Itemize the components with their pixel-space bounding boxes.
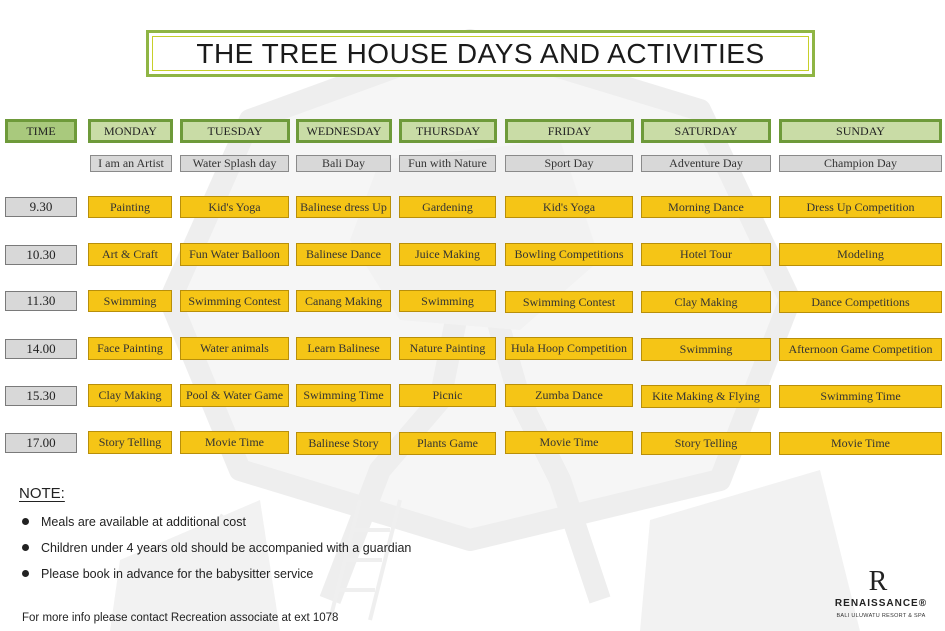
note-item: [22, 567, 313, 581]
time-slot-0930: [5, 197, 77, 217]
activity-label: Modeling: [837, 247, 884, 261]
activity-label: Canang Making: [305, 293, 382, 308]
activity-label: Water animals: [200, 341, 269, 355]
day-header-tuesday: [180, 119, 290, 143]
activity-label: Balinese dress Up: [300, 199, 387, 214]
activity-cell: [296, 337, 391, 360]
theme-label: Adventure Day: [669, 156, 743, 170]
activity-label: Swimming Time: [820, 389, 901, 403]
bullet-icon: [22, 570, 29, 577]
day-label: WEDNESDAY: [306, 123, 382, 138]
day-header-friday: [505, 119, 634, 143]
activity-cell: [180, 243, 289, 266]
activity-cell: [779, 196, 942, 218]
time-label: 10.30: [26, 247, 56, 262]
activity-label: Plants Game: [417, 436, 478, 450]
activity-cell: [641, 243, 771, 266]
bullet-icon: [22, 544, 29, 551]
activity-cell: [505, 431, 633, 454]
activity-label: Gardening: [422, 199, 473, 214]
time-label: 14.00: [26, 341, 56, 356]
page-title: THE TREE HOUSE DAYS AND ACTIVITIES: [196, 37, 765, 69]
day-header-wednesday: [296, 119, 392, 143]
activity-label: Pool & Water Game: [185, 388, 284, 402]
activity-label: Morning Dance: [668, 199, 744, 214]
day-label: MONDAY: [104, 123, 157, 138]
activity-cell: [779, 291, 942, 313]
activity-cell: [399, 196, 496, 218]
day-header-saturday: [641, 119, 771, 143]
activity-label: Movie Time: [539, 435, 599, 449]
activity-label: Afternoon Game Competition: [788, 342, 933, 356]
activity-cell: [399, 432, 496, 455]
note-item: [22, 541, 411, 555]
day-label: SUNDAY: [836, 123, 885, 138]
activity-cell: [88, 196, 172, 218]
title-banner: [146, 30, 815, 77]
activity-label: Swimming: [679, 342, 733, 356]
activity-label: Story Telling: [98, 435, 162, 449]
note-item: [22, 515, 246, 529]
activity-cell: [88, 384, 172, 407]
theme-label: Water Splash day: [192, 156, 277, 170]
activity-cell: [296, 290, 391, 312]
activity-label: Learn Balinese: [307, 341, 380, 355]
logo-brand-name: RENAISSANCE®: [834, 598, 928, 609]
time-label: 15.30: [26, 388, 56, 403]
day-label: SATURDAY: [674, 123, 738, 138]
activity-cell: [180, 337, 289, 360]
time-label: 9.30: [29, 199, 53, 214]
day-label: THURSDAY: [415, 123, 481, 138]
activity-cell: [296, 243, 391, 266]
note-heading: NOTE:: [19, 485, 65, 502]
activity-cell: [296, 384, 391, 407]
time-slot-1400: [5, 339, 77, 359]
activity-label: Art & Craft: [102, 247, 158, 261]
theme-label: I am an Artist: [98, 156, 164, 170]
note-text: Please book in advance for the babysitter service: [41, 567, 314, 581]
note-text: Children under 4 years old should be accompanied with a guardian: [41, 541, 412, 555]
activity-label: Balinese Story: [308, 436, 379, 450]
day-header-thursday: [399, 119, 497, 143]
activity-cell: [88, 243, 172, 266]
time-label: 11.30: [26, 293, 56, 308]
activity-cell: [505, 337, 633, 360]
activity-cell: [505, 243, 633, 266]
activity-cell: [399, 384, 496, 407]
time-column-header: [5, 119, 77, 143]
day-theme-saturday: [641, 155, 771, 172]
activity-label: Juice Making: [415, 247, 480, 261]
activity-label: Swimming: [103, 293, 157, 308]
activity-cell: [641, 196, 771, 218]
day-label: TUESDAY: [207, 123, 263, 138]
activity-label: Story Telling: [674, 436, 738, 450]
activity-label: Swimming: [421, 293, 474, 308]
theme-label: Champion Day: [824, 156, 897, 170]
theme-label: Sport Day: [544, 156, 594, 170]
activity-cell: [296, 432, 391, 455]
activity-label: Kite Making & Flying: [652, 389, 760, 403]
activity-label: Dance Competitions: [811, 294, 910, 309]
day-theme-tuesday: [180, 155, 289, 172]
activity-label: Clay Making: [98, 388, 162, 402]
time-header-label: TIME: [26, 123, 56, 138]
bullet-icon: [22, 518, 29, 525]
activity-label: Picnic: [432, 388, 463, 402]
activity-cell: [180, 431, 289, 454]
logo-subtitle: BALI ULUWATU RESORT & SPA: [836, 613, 926, 619]
note-text: Meals are available at additional cost: [41, 515, 246, 529]
activity-label: Swimming Contest: [522, 294, 616, 309]
day-theme-monday: [90, 155, 172, 172]
activity-cell: [505, 291, 633, 313]
activity-cell: [88, 290, 172, 312]
activity-cell: [641, 432, 771, 455]
activity-cell: [180, 196, 289, 218]
activity-cell: [399, 243, 496, 266]
activity-label: Painting: [109, 199, 150, 214]
activity-label: Movie Time: [204, 435, 264, 449]
activity-cell: [88, 431, 172, 454]
time-slot-1130: [5, 291, 77, 311]
time-slot-1030: [5, 245, 77, 265]
activity-label: Movie Time: [830, 436, 890, 450]
activity-label: Balinese Dance: [306, 247, 381, 261]
day-theme-friday: [505, 155, 633, 172]
footer-contact-text: For more info please contact Recreation associate at ext 1078: [22, 612, 339, 624]
activity-label: Face Painting: [97, 341, 163, 355]
day-theme-thursday: [399, 155, 496, 172]
day-theme-wednesday: [296, 155, 391, 172]
activity-cell: [296, 196, 391, 218]
activity-label: Hula Hoop Competition: [511, 341, 627, 355]
time-label: 17.00: [26, 435, 56, 450]
theme-label: Fun with Nature: [408, 156, 487, 170]
day-theme-sunday: [779, 155, 942, 172]
activity-cell: [779, 243, 942, 266]
activity-cell: [641, 385, 771, 408]
activity-cell: [180, 290, 289, 312]
activity-label: Bowling Competitions: [514, 247, 624, 261]
activity-cell: [399, 290, 496, 312]
activity-label: Zumba Dance: [535, 388, 603, 402]
activity-cell: [779, 338, 942, 361]
activity-cell: [505, 384, 633, 407]
activity-cell: [88, 337, 172, 360]
activity-cell: [399, 337, 496, 360]
renaissance-logo-mark: R: [868, 566, 888, 597]
activity-label: Swimming Contest: [188, 293, 281, 308]
day-label: FRIDAY: [547, 123, 592, 138]
activity-cell: [180, 384, 289, 407]
activity-label: Hotel Tour: [680, 247, 732, 261]
activity-label: Swimming Time: [303, 388, 384, 402]
time-slot-1530: [5, 386, 77, 406]
activity-label: Nature Painting: [409, 341, 486, 355]
activity-cell: [779, 385, 942, 408]
activity-label: Dress Up Competition: [806, 199, 915, 214]
day-header-sunday: [779, 119, 942, 143]
activity-label: Clay Making: [674, 294, 738, 309]
activity-label: Fun Water Balloon: [189, 247, 280, 261]
activity-label: Kid's Yoga: [542, 199, 596, 214]
activity-cell: [505, 196, 633, 218]
time-slot-1700: [5, 433, 77, 453]
day-header-monday: [88, 119, 173, 143]
activity-cell: [641, 291, 771, 313]
activity-cell: [641, 338, 771, 361]
theme-label: Bali Day: [322, 156, 365, 170]
activity-label: Kid's Yoga: [208, 199, 261, 214]
activity-cell: [779, 432, 942, 455]
